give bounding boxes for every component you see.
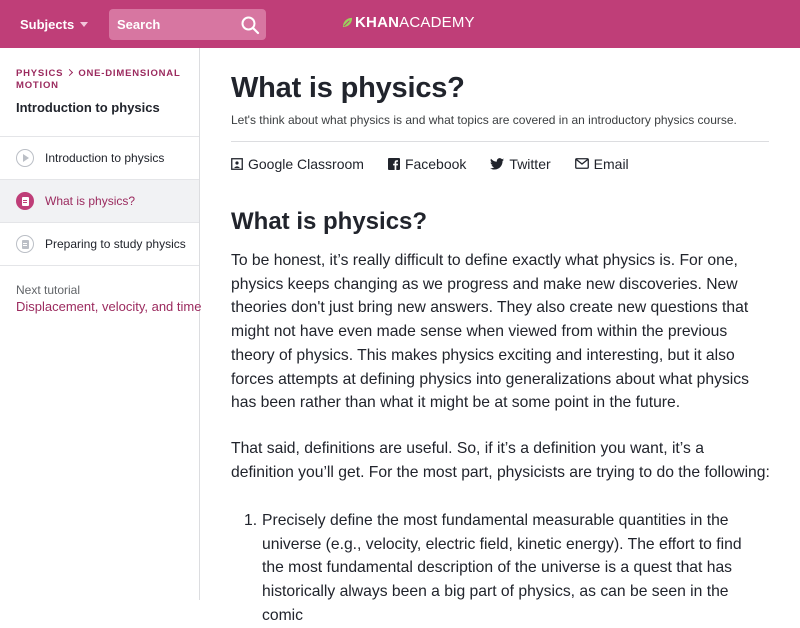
next-tutorial-label: Next tutorial: [16, 283, 81, 297]
email-icon: [575, 158, 589, 169]
breadcrumb: [16, 68, 186, 92]
search-input[interactable]: [109, 9, 234, 40]
twitter-icon: [490, 158, 504, 170]
logo-text-khan: KHAN: [355, 14, 400, 31]
share-email-button[interactable]: [575, 156, 629, 172]
subjects-label: Subjects: [20, 16, 75, 32]
google-classroom-icon: [231, 158, 243, 170]
subjects-menu-button[interactable]: [20, 15, 88, 33]
search-box: [109, 9, 266, 40]
tutorial-title: Introduction to physics: [16, 100, 160, 115]
page-subtitle: Let's think about what physics is and what topics are covered in an introductory physics course.: [231, 113, 737, 127]
share-twitter-button[interactable]: [490, 156, 550, 172]
play-icon: [16, 149, 34, 167]
khan-academy-logo[interactable]: [342, 14, 475, 31]
caret-down-icon: [80, 22, 88, 27]
share-label: Facebook: [404, 155, 467, 172]
share-bar: [231, 141, 769, 185]
breadcrumb-item-physics[interactable]: PHYSICS: [16, 68, 64, 79]
next-tutorial-link[interactable]: Displacement, velocity, and time: [16, 299, 202, 314]
share-facebook-button[interactable]: [388, 156, 466, 172]
logo-text-academy: ACADEMY: [399, 14, 475, 31]
leaf-logo-icon: [342, 17, 353, 28]
body-paragraph: That said, definitions are useful. So, if it’s a definition you want, it’s a definition you’ll get. For the most part, physicists are trying to do the following:: [231, 440, 770, 481]
search-icon[interactable]: [240, 15, 260, 35]
lesson-label: Preparing to study physics: [45, 237, 186, 251]
top-nav-bar: [0, 0, 800, 48]
share-label: Google Classroom: [248, 155, 364, 172]
article-icon: [16, 235, 34, 253]
chevron-right-icon: [66, 69, 73, 76]
list-item-number: 1.: [244, 512, 258, 529]
facebook-icon: [388, 158, 400, 170]
lesson-item[interactable]: [0, 137, 199, 180]
page-title: What is physics?: [231, 72, 465, 104]
breadcrumb-item-unit[interactable]: ONE-DIMENSIONAL MOTION: [16, 68, 181, 91]
lesson-label: Introduction to physics: [45, 151, 165, 165]
body-paragraph: To be honest, it’s really difficult to define exactly what physics is. For one, physics keeps changing as we progress and make new discoveries. New theories don't just bring new answers. They also create new questions that might not have even made sense when viewed from within the previous theory of physics. This makes physics exciting and interesting, but it also forces attempts at defining physics into generalizations about what physics has been rather than what it might be at some point in the future.: [231, 252, 749, 412]
share-google-classroom-button[interactable]: [231, 156, 364, 172]
section-heading: What is physics?: [231, 208, 428, 235]
lesson-item[interactable]: [0, 223, 199, 266]
lesson-item-active[interactable]: [0, 180, 199, 223]
article-content: [201, 48, 800, 624]
list-item-text: Precisely define the most fundamental measurable quantities in the universe (e.g., velocity, electric field, kinetic energy). The effort to find the most fundamental description of the universe is a quest that has historically always been a big part of physics, as can be seen in the comic: [262, 512, 742, 624]
share-label: Email: [593, 155, 629, 172]
share-label: Twitter: [509, 155, 551, 172]
lesson-list: [0, 136, 199, 266]
tutorial-sidebar: [0, 48, 200, 600]
lesson-label: What is physics?: [45, 194, 136, 208]
article-icon: [16, 192, 34, 210]
